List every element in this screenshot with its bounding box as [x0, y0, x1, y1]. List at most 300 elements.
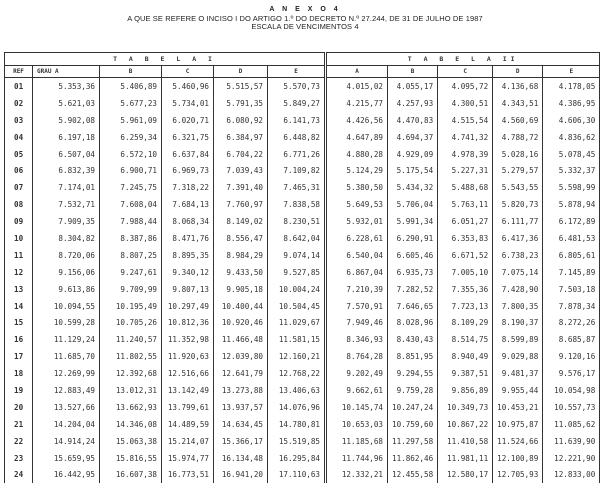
tabela-1-value-cell: 7.532,71	[33, 196, 100, 213]
tabela-2-value-cell: 6.290,91	[388, 230, 438, 247]
tabela-2-column-header: A	[326, 66, 388, 78]
tabela-2-value-cell: 4.560,69	[493, 112, 543, 129]
tabela-2-value-cell: 6.111,77	[493, 213, 543, 230]
tabela-1-header: T A B E L A I	[5, 53, 326, 66]
tabela-2-value-cell: 8.028,96	[388, 314, 438, 331]
tabela-2-value-cell: 7.005,10	[438, 264, 493, 281]
tabela-1-value-cell: 11.581,15	[268, 331, 326, 348]
tabela-1-value-cell: 8.230,51	[268, 213, 326, 230]
tabela-2-value-cell: 7.800,35	[493, 298, 543, 315]
tabela-2-value-cell: 4.095,72	[438, 78, 493, 95]
tabela-2-value-cell: 9.202,49	[326, 365, 388, 382]
tabela-2-value-cell: 9.662,61	[326, 382, 388, 399]
tabela-2-value-cell: 5.878,94	[543, 196, 600, 213]
tabela-1-value-cell: 7.245,75	[100, 179, 162, 196]
tabela-2-value-cell: 9.029,88	[493, 348, 543, 365]
tabela-2-value-cell: 11.981,11	[438, 450, 493, 467]
tabela-2-value-cell: 5.598,99	[543, 179, 600, 196]
tabela-1-value-cell: 7.684,13	[162, 196, 214, 213]
tabela-1-value-cell: 9.709,99	[100, 281, 162, 298]
tabela-2-value-cell: 9.759,28	[388, 382, 438, 399]
tabela-1-value-cell: 8.807,25	[100, 247, 162, 264]
tabela-2-value-cell: 7.570,91	[326, 298, 388, 315]
tabela-1-value-cell: 15.214,07	[162, 433, 214, 450]
ref-cell: 01	[5, 78, 33, 95]
ref-cell: 10	[5, 230, 33, 247]
tabela-1-value-cell: 8.895,35	[162, 247, 214, 264]
tabela-1-value-cell: 13.012,31	[100, 382, 162, 399]
tabela-1-value-cell: 11.029,67	[268, 314, 326, 331]
tabela-2-value-cell: 7.210,39	[326, 281, 388, 298]
tabela-2-value-cell: 5.488,68	[438, 179, 493, 196]
tabela-1-value-cell: 11.240,57	[100, 331, 162, 348]
tabela-2-value-cell: 10.975,87	[493, 416, 543, 433]
tabela-1-value-cell: 6.384,97	[214, 129, 268, 146]
tabela-1-value-cell: 16.442,95	[33, 466, 100, 483]
table-row	[5, 348, 600, 365]
tabela-1-value-cell: 10.004,24	[268, 281, 326, 298]
tabela-2-value-cell: 8.514,75	[438, 331, 493, 348]
tabela-1-value-cell: 11.466,48	[214, 331, 268, 348]
tabela-1-value-cell: 6.448,82	[268, 129, 326, 146]
tabela-1-value-cell: 6.259,34	[100, 129, 162, 146]
ref-cell: 12	[5, 264, 33, 281]
table-row	[5, 196, 600, 213]
tabela-1-value-cell: 9.247,61	[100, 264, 162, 281]
tabela-1-value-cell: 12.269,99	[33, 365, 100, 382]
tabela-1-value-cell: 16.607,38	[100, 466, 162, 483]
tabela-2-value-cell: 4.836,62	[543, 129, 600, 146]
tabela-2-value-cell: 7.355,36	[438, 281, 493, 298]
tabela-2-value-cell: 8.685,87	[543, 331, 600, 348]
tabela-2-value-cell: 8.272,26	[543, 314, 600, 331]
table-row	[5, 179, 600, 196]
tabela-2-value-cell: 12.100,89	[493, 450, 543, 467]
tabela-1-value-cell: 10.504,45	[268, 298, 326, 315]
tabela-2-value-cell: 6.172,89	[543, 213, 600, 230]
tabela-1-value-cell: 9.433,50	[214, 264, 268, 281]
tabela-2-value-cell: 4.015,02	[326, 78, 388, 95]
table-row	[5, 365, 600, 382]
tabela-1-value-cell: 7.465,31	[268, 179, 326, 196]
tabela-1-value-cell: 9.527,85	[268, 264, 326, 281]
tabela-1-value-cell: 14.634,45	[214, 416, 268, 433]
tabela-1-value-cell: 6.020,71	[162, 112, 214, 129]
scale-title: ESCALA DE VENCIMENTOS 4	[251, 22, 359, 31]
tabela-1-value-cell: 6.771,26	[268, 146, 326, 163]
tabela-2-value-cell: 6.867,04	[326, 264, 388, 281]
ref-cell: 15	[5, 314, 33, 331]
tabela-1-value-cell: 5.961,09	[100, 112, 162, 129]
tabela-2-value-cell: 5.434,32	[388, 179, 438, 196]
ref-cell: 04	[5, 129, 33, 146]
ref-cell: 03	[5, 112, 33, 129]
tabela-2-value-cell: 8.940,49	[438, 348, 493, 365]
tabela-1-value-cell: 5.734,01	[162, 95, 214, 112]
ref-cell: 17	[5, 348, 33, 365]
tabela-1-value-cell: 10.599,28	[33, 314, 100, 331]
tabela-2-value-cell: 5.124,29	[326, 162, 388, 179]
tabela-2-value-cell: 6.935,73	[388, 264, 438, 281]
tabela-2-value-cell: 4.647,89	[326, 129, 388, 146]
tabela-1-value-cell: 14.076,96	[268, 399, 326, 416]
table-row	[5, 264, 600, 281]
table-row	[5, 213, 600, 230]
tabela-1-value-cell: 9.156,06	[33, 264, 100, 281]
tabela-1-value-cell: 5.677,23	[100, 95, 162, 112]
tabela-1-column-header: REF	[5, 66, 33, 78]
tabela-2-value-cell: 6.805,61	[543, 247, 600, 264]
table-row	[5, 146, 600, 163]
tabela-1-value-cell: 7.039,43	[214, 162, 268, 179]
tabela-2-value-cell: 4.515,54	[438, 112, 493, 129]
tabela-2-value-cell: 7.282,52	[388, 281, 438, 298]
tabela-1-value-cell: 8.556,47	[214, 230, 268, 247]
table-row	[5, 298, 600, 315]
tabela-1-value-cell: 16.773,51	[162, 466, 214, 483]
ref-cell: 20	[5, 399, 33, 416]
tabela-2-value-cell: 7.075,14	[493, 264, 543, 281]
tabela-2-value-cell: 9.120,16	[543, 348, 600, 365]
tabela-2-value-cell: 8.430,43	[388, 331, 438, 348]
tabela-1-value-cell: 12.768,22	[268, 365, 326, 382]
tabela-2-value-cell: 9.387,51	[438, 365, 493, 382]
tabela-2-value-cell: 4.055,17	[388, 78, 438, 95]
tabela-2-value-cell: 4.178,05	[543, 78, 600, 95]
table-row	[5, 112, 600, 129]
tabela-2-value-cell: 9.481,37	[493, 365, 543, 382]
tabela-2-value-cell: 6.051,27	[438, 213, 493, 230]
tabela-2-value-cell: 9.955,44	[493, 382, 543, 399]
tabela-2-value-cell: 7.503,18	[543, 281, 600, 298]
tabela-1-value-cell: 15.974,77	[162, 450, 214, 467]
table-row	[5, 230, 600, 247]
tabela-1-value-cell: 5.353,36	[33, 78, 100, 95]
tabela-1-value-cell: 6.704,22	[214, 146, 268, 163]
tabela-2-value-cell: 11.297,58	[388, 433, 438, 450]
tabela-1-value-cell: 6.637,84	[162, 146, 214, 163]
tabela-1-value-cell: 6.080,92	[214, 112, 268, 129]
ref-cell: 16	[5, 331, 33, 348]
ref-cell: 23	[5, 450, 33, 467]
table-row	[5, 95, 600, 112]
tabela-2-value-cell: 5.078,45	[543, 146, 600, 163]
tabela-1-value-cell: 12.160,21	[268, 348, 326, 365]
tabela-2-value-cell: 4.978,39	[438, 146, 493, 163]
ref-cell: 18	[5, 365, 33, 382]
tabela-1-column-header: B	[100, 66, 162, 78]
document-header	[0, 6, 610, 32]
tabela-2-value-cell: 6.738,23	[493, 247, 543, 264]
tabela-1-value-cell: 14.204,04	[33, 416, 100, 433]
tabela-1-value-cell: 8.984,29	[214, 247, 268, 264]
tabela-2-value-cell: 11.085,62	[543, 416, 600, 433]
annex-title: A N E X O 4	[269, 6, 341, 13]
tabela-2-value-cell: 5.175,54	[388, 162, 438, 179]
tabela-2-value-cell: 5.649,53	[326, 196, 388, 213]
tabela-2-value-cell: 5.279,57	[493, 162, 543, 179]
tabela-2-value-cell: 5.763,11	[438, 196, 493, 213]
tabela-1-value-cell: 6.969,73	[162, 162, 214, 179]
tabela-2-value-cell: 12.221,90	[543, 450, 600, 467]
tabela-1-value-cell: 11.352,98	[162, 331, 214, 348]
ref-cell: 14	[5, 298, 33, 315]
tabela-1-value-cell: 16.134,48	[214, 450, 268, 467]
tabela-2-value-cell: 8.190,37	[493, 314, 543, 331]
tabela-1-value-cell: 14.346,08	[100, 416, 162, 433]
tabela-2-value-cell: 4.929,09	[388, 146, 438, 163]
tabela-1-value-cell: 8.387,86	[100, 230, 162, 247]
tabela-2-header: T A B E L A II	[326, 53, 600, 66]
tabela-1-value-cell: 14.489,59	[162, 416, 214, 433]
tabela-2-column-header: B	[388, 66, 438, 78]
tabela-1-value-cell: 5.406,89	[100, 78, 162, 95]
tabela-2-value-cell: 8.851,95	[388, 348, 438, 365]
table-row	[5, 416, 600, 433]
tabela-1-value-cell: 6.321,75	[162, 129, 214, 146]
tabela-2-value-cell: 7.646,65	[388, 298, 438, 315]
tabela-2-value-cell: 10.145,74	[326, 399, 388, 416]
tabela-1-value-cell: 7.760,97	[214, 196, 268, 213]
ref-cell: 21	[5, 416, 33, 433]
tabela-2-value-cell: 5.380,50	[326, 179, 388, 196]
tabela-2-value-cell: 5.932,01	[326, 213, 388, 230]
tabela-2-value-cell: 4.300,51	[438, 95, 493, 112]
tabela-1-value-cell: 14.914,24	[33, 433, 100, 450]
tabela-2-value-cell: 4.215,77	[326, 95, 388, 112]
tabela-1-value-cell: 12.392,68	[100, 365, 162, 382]
tabela-1-value-cell: 13.937,57	[214, 399, 268, 416]
tabela-1-value-cell: 5.791,35	[214, 95, 268, 112]
tabela-1-value-cell: 12.883,49	[33, 382, 100, 399]
tabela-1-value-cell: 11.802,55	[100, 348, 162, 365]
tabela-2-value-cell: 4.694,37	[388, 129, 438, 146]
tabela-1-value-cell: 8.068,34	[162, 213, 214, 230]
tabela-1-value-cell: 10.400,44	[214, 298, 268, 315]
tabela-1-value-cell: 6.507,04	[33, 146, 100, 163]
tabela-1-value-cell: 14.780,81	[268, 416, 326, 433]
tabela-2-value-cell: 11.744,96	[326, 450, 388, 467]
tabela-1-value-cell: 7.109,82	[268, 162, 326, 179]
tabela-1-value-cell: 10.705,26	[100, 314, 162, 331]
tabela-1-value-cell: 15.816,55	[100, 450, 162, 467]
tabela-1-value-cell: 5.902,08	[33, 112, 100, 129]
tabela-2-value-cell: 4.257,93	[388, 95, 438, 112]
tabela-1-value-cell: 9.074,14	[268, 247, 326, 264]
tabela-2-value-cell: 4.386,95	[543, 95, 600, 112]
tabela-1-column-header: E	[268, 66, 326, 78]
tabela-2-value-cell: 11.862,46	[388, 450, 438, 467]
table-row	[5, 247, 600, 264]
tabela-1-column-header: GRAU A	[33, 66, 100, 78]
table-row	[5, 129, 600, 146]
tabela-2-column-header: C	[438, 66, 493, 78]
tabela-2-value-cell: 4.880,28	[326, 146, 388, 163]
tabela-1-value-cell: 13.273,88	[214, 382, 268, 399]
table-row	[5, 162, 600, 179]
tabela-1-value-cell: 6.572,10	[100, 146, 162, 163]
tabela-1-value-cell: 5.849,27	[268, 95, 326, 112]
tabela-2-value-cell: 10.054,98	[543, 382, 600, 399]
tabela-2-value-cell: 7.878,34	[543, 298, 600, 315]
tabela-1-value-cell: 10.920,46	[214, 314, 268, 331]
tabela-2-value-cell: 12.580,17	[438, 466, 493, 483]
tabela-1-value-cell: 7.838,58	[268, 196, 326, 213]
table-row	[5, 78, 600, 95]
tabela-1-value-cell: 8.642,04	[268, 230, 326, 247]
tabela-2-value-cell: 5.543,55	[493, 179, 543, 196]
tabela-1-value-cell: 15.366,17	[214, 433, 268, 450]
tabela-2-value-cell: 5.227,31	[438, 162, 493, 179]
tabela-1-column-header: C	[162, 66, 214, 78]
tabela-2-value-cell: 10.759,60	[388, 416, 438, 433]
tabela-2-value-cell: 10.247,24	[388, 399, 438, 416]
tabela-2-value-cell: 11.185,68	[326, 433, 388, 450]
ref-cell: 07	[5, 179, 33, 196]
tabela-2-value-cell: 5.028,16	[493, 146, 543, 163]
tabela-1-value-cell: 7.174,01	[33, 179, 100, 196]
ref-cell: 02	[5, 95, 33, 112]
table-row	[5, 382, 600, 399]
tabela-1-value-cell: 5.570,73	[268, 78, 326, 95]
tabela-1-value-cell: 6.900,71	[100, 162, 162, 179]
salary-table	[4, 52, 600, 483]
tabela-1-value-cell: 13.662,93	[100, 399, 162, 416]
tabela-1-value-cell: 11.129,24	[33, 331, 100, 348]
tabela-2-value-cell: 10.557,73	[543, 399, 600, 416]
tabela-1-value-cell: 12.641,79	[214, 365, 268, 382]
tabela-1-value-cell: 15.519,85	[268, 433, 326, 450]
tabela-2-value-cell: 4.343,51	[493, 95, 543, 112]
table-row	[5, 450, 600, 467]
ref-cell: 09	[5, 213, 33, 230]
tabela-2-value-cell: 6.605,46	[388, 247, 438, 264]
tabela-2-value-cell: 12.705,93	[493, 466, 543, 483]
table-row	[5, 399, 600, 416]
tabela-2-value-cell: 10.453,21	[493, 399, 543, 416]
tabela-2-value-cell: 12.833,00	[543, 466, 600, 483]
tabela-2-value-cell: 8.109,29	[438, 314, 493, 331]
tabela-1-value-cell: 5.460,96	[162, 78, 214, 95]
tabela-1-value-cell: 16.941,20	[214, 466, 268, 483]
ref-cell: 13	[5, 281, 33, 298]
tabela-1-value-cell: 6.197,18	[33, 129, 100, 146]
tabela-1-value-cell: 8.720,06	[33, 247, 100, 264]
tabela-1-value-cell: 6.832,39	[33, 162, 100, 179]
tabela-2-value-cell: 9.856,89	[438, 382, 493, 399]
tabela-1-value-cell: 7.391,40	[214, 179, 268, 196]
tabela-2-value-cell: 9.294,55	[388, 365, 438, 382]
tabela-2-value-cell: 11.410,58	[438, 433, 493, 450]
tabela-1-value-cell: 13.406,63	[268, 382, 326, 399]
tabela-1-value-cell: 10.297,49	[162, 298, 214, 315]
tabela-2-value-cell: 8.764,28	[326, 348, 388, 365]
tabela-2-value-cell: 8.599,89	[493, 331, 543, 348]
ref-cell: 06	[5, 162, 33, 179]
tabela-1-value-cell: 17.110,63	[268, 466, 326, 483]
tabela-2-value-cell: 10.349,73	[438, 399, 493, 416]
ref-cell: 24	[5, 466, 33, 483]
tabela-1-value-cell: 8.471,76	[162, 230, 214, 247]
tabela-1-value-cell: 13.799,61	[162, 399, 214, 416]
tabela-2-value-cell: 6.228,61	[326, 230, 388, 247]
tabela-1-value-cell: 6.141,73	[268, 112, 326, 129]
ref-cell: 05	[5, 146, 33, 163]
tabela-1-value-cell: 9.905,18	[214, 281, 268, 298]
tabela-1-value-cell: 15.063,38	[100, 433, 162, 450]
tabela-2-value-cell: 4.606,30	[543, 112, 600, 129]
tabela-1-value-cell: 8.149,02	[214, 213, 268, 230]
tabela-2-value-cell: 7.723,13	[438, 298, 493, 315]
tabela-2-value-cell: 10.867,22	[438, 416, 493, 433]
tabela-1-value-cell: 9.613,86	[33, 281, 100, 298]
tabela-2-value-cell: 8.346,93	[326, 331, 388, 348]
tabela-2-value-cell: 11.524,66	[493, 433, 543, 450]
table-row	[5, 433, 600, 450]
ref-cell: 22	[5, 433, 33, 450]
tabela-2-value-cell: 7.428,90	[493, 281, 543, 298]
tabela-2-value-cell: 5.706,04	[388, 196, 438, 213]
tabela-1-value-cell: 15.659,95	[33, 450, 100, 467]
tabela-2-value-cell: 4.426,56	[326, 112, 388, 129]
tabela-2-value-cell: 4.136,68	[493, 78, 543, 95]
tabela-1-value-cell: 13.142,49	[162, 382, 214, 399]
tabela-2-value-cell: 6.671,52	[438, 247, 493, 264]
table-row	[5, 314, 600, 331]
ref-cell: 08	[5, 196, 33, 213]
tabela-2-value-cell: 5.991,34	[388, 213, 438, 230]
tabela-1-value-cell: 10.195,49	[100, 298, 162, 315]
tabela-2-value-cell: 7.145,89	[543, 264, 600, 281]
tabela-1-value-cell: 7.608,04	[100, 196, 162, 213]
table-row	[5, 331, 600, 348]
tabela-2-value-cell: 12.455,58	[388, 466, 438, 483]
tabela-1-column-header: D	[214, 66, 268, 78]
tabela-2-value-cell: 6.481,53	[543, 230, 600, 247]
tabela-2-value-cell: 10.653,03	[326, 416, 388, 433]
tabela-2-value-cell: 4.741,32	[438, 129, 493, 146]
tabela-2-value-cell: 9.576,17	[543, 365, 600, 382]
tabela-1-value-cell: 10.094,55	[33, 298, 100, 315]
tabela-2-value-cell: 4.470,83	[388, 112, 438, 129]
tabela-1-value-cell: 7.318,22	[162, 179, 214, 196]
tabela-2-value-cell: 6.353,83	[438, 230, 493, 247]
tabela-2-value-cell: 11.639,90	[543, 433, 600, 450]
tabela-2-value-cell: 6.540,04	[326, 247, 388, 264]
tabela-2-value-cell: 6.417,36	[493, 230, 543, 247]
ref-cell: 19	[5, 382, 33, 399]
tabela-1-value-cell: 12.516,66	[162, 365, 214, 382]
tabela-1-value-cell: 10.812,36	[162, 314, 214, 331]
decree-subtitle: A QUE SE REFERE O INCISO I DO ARTIGO 1.º DO DECRETO N.º 27.244, DE 31 DE JULHO DE 1987	[127, 13, 483, 23]
tabela-1-value-cell: 12.039,80	[214, 348, 268, 365]
ref-cell: 11	[5, 247, 33, 264]
tabela-1-value-cell: 5.515,57	[214, 78, 268, 95]
tabela-1-value-cell: 11.685,70	[33, 348, 100, 365]
tabela-1-value-cell: 5.621,03	[33, 95, 100, 112]
tabela-1-value-cell: 7.909,35	[33, 213, 100, 230]
tabela-1-value-cell: 13.527,66	[33, 399, 100, 416]
table-row	[5, 281, 600, 298]
tabela-1-value-cell: 9.807,13	[162, 281, 214, 298]
tabela-2-column-header: D	[493, 66, 543, 78]
tabela-2-value-cell: 12.332,21	[326, 466, 388, 483]
tabela-2-value-cell: 5.332,37	[543, 162, 600, 179]
tabela-1-value-cell: 11.920,63	[162, 348, 214, 365]
tabela-1-value-cell: 7.988,44	[100, 213, 162, 230]
tabela-2-value-cell: 7.949,46	[326, 314, 388, 331]
tabela-1-value-cell: 9.340,12	[162, 264, 214, 281]
